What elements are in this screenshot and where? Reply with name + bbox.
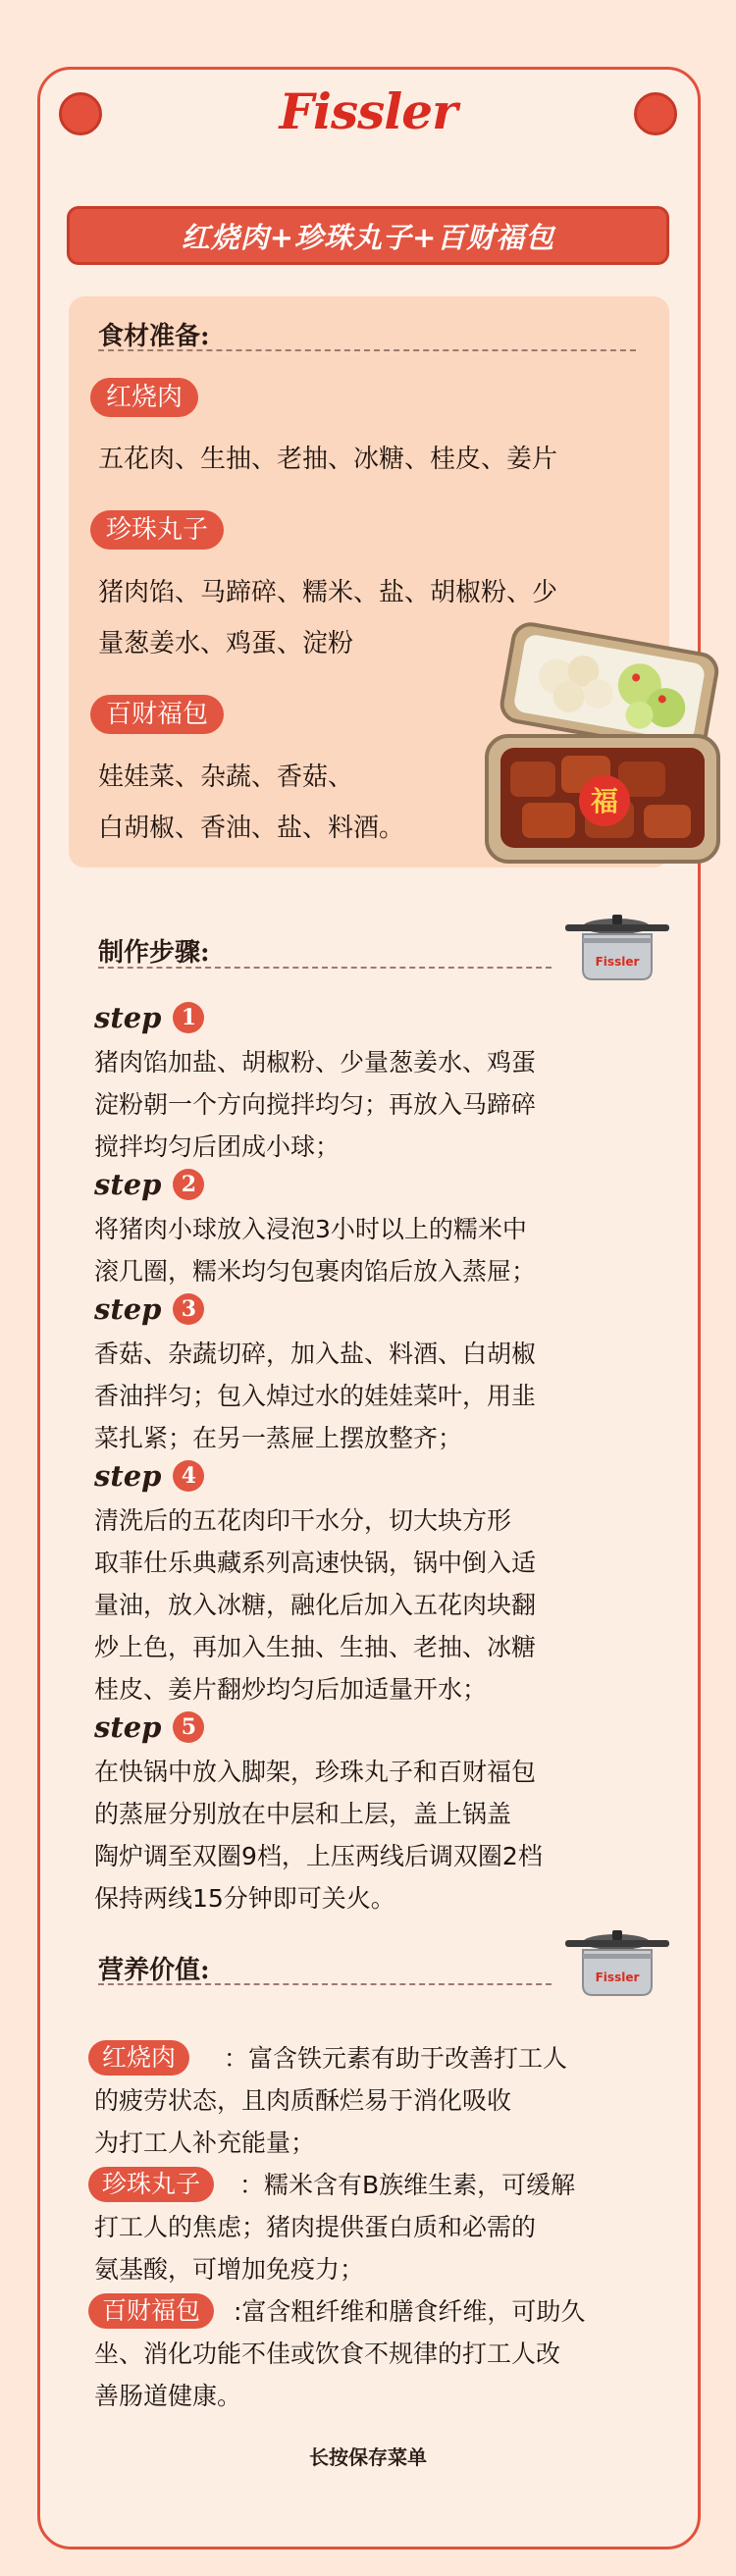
pressure-cooker-icon: [563, 1928, 671, 1999]
food-boxes-illustration: [477, 618, 734, 875]
nutrition-tag: 百财福包: [88, 2293, 214, 2329]
step-2-label: step 2: [94, 1168, 204, 1201]
ingredient-line: 猪肉馅、马蹄碎、糯米、盐、胡椒粉、少: [98, 578, 558, 607]
step-number-badge: 1: [173, 1002, 204, 1033]
nutrition-tag: 珍珠丸子: [88, 2167, 214, 2202]
step-number-badge: 3: [173, 1293, 204, 1325]
step-3-label: step 3: [94, 1292, 204, 1326]
step-1-label: step 1: [94, 1001, 204, 1034]
svg-text:Fissler: Fissler: [595, 1971, 640, 1984]
nutrition-text: :富含粗纤维和膳食纤维，可助久: [234, 2297, 586, 2326]
step-3-text: 香菇、杂蔬切碎，加入盐、料酒、白胡椒 香油拌匀；包入焯过水的娃娃菜叶，用韭 菜扎紧；在另一蒸屉上摆放整齐；: [94, 1340, 537, 1452]
nutrition-text: 的疲劳状态，且肉质酥烂易于消化吸收 为打工人补充能量；: [94, 2086, 512, 2157]
ingredient-tag: 百财福包: [90, 695, 224, 734]
steps-heading: 制作步骤:: [98, 938, 210, 968]
fu-badge: 福: [590, 785, 619, 817]
nutrition-text: 打工人的焦虑；猪肉提供蛋白质和必需的 氨基酸，可增加免疫力；: [94, 2213, 537, 2284]
nutrition-heading: 营养价值:: [98, 1956, 210, 1985]
save-menu-hint: 长按保存菜单: [309, 2445, 427, 2469]
step-number-badge: 2: [173, 1169, 204, 1200]
step-number-badge: 5: [173, 1711, 204, 1743]
svg-text:Fissler: Fissler: [595, 955, 640, 969]
step-1-text: 猪肉馅加盐、胡椒粉、少量葱姜水、鸡蛋 淀粉朝一个方向搅拌均匀；再放入马蹄碎 搅拌均匀后团成小球；: [94, 1048, 537, 1161]
nutrition-text: ：富含铁元素有助于改善打工人: [224, 2044, 568, 2073]
brand-logo: Fissler: [279, 82, 457, 140]
ingredients-heading: 食材准备:: [98, 322, 210, 351]
ingredient-line: 娃娃菜、杂蔬、香菇、: [98, 762, 354, 792]
recipe-title: 红烧肉+珍珠丸子+百财福包: [67, 206, 669, 265]
step-2-text: 将猪肉小球放入浸泡3小时以上的糯米中 滚几圈，糯米均匀包裹肉馅后放入蒸屉；: [94, 1215, 537, 1286]
ingredient-tag: 红烧肉: [90, 378, 198, 417]
step-5-label: step 5: [94, 1710, 204, 1744]
nutrition-text: 坐、消化功能不佳或饮食不规律的打工人改 善肠道健康。: [94, 2339, 561, 2410]
ingredient-tag: 珍珠丸子: [90, 510, 224, 550]
step-4-text: 清洗后的五花肉印干水分，切大块方形 取菲仕乐典藏系列高速快锅，锅中倒入适 量油，放入冰糖，融化后加入五花肉块翻 炒上色，再加入生抽、生抽、老抽、冰糖 桂皮、姜片翻炒均匀后加适量开水；: [94, 1506, 537, 1704]
ingredient-line: 量葱姜水、鸡蛋、淀粉: [98, 629, 354, 658]
divider: [98, 967, 552, 969]
ingredient-line: 五花肉、生抽、老抽、冰糖、桂皮、姜片: [98, 445, 558, 474]
divider: [98, 349, 636, 351]
step-5-text: 在快锅中放入脚架，珍珠丸子和百财福包 的蒸屉分别放在中层和上层，盖上锅盖 陶炉调至双圈9档，上压两线后调双圈2档 保持两线15分钟即可关火。: [94, 1758, 543, 1913]
ingredient-line: 白胡椒、香油、盐、料酒。: [98, 814, 405, 843]
nutrition-tag: 红烧肉: [88, 2040, 189, 2076]
nutrition-text: ：糯米含有B族维生素，可缓解: [239, 2171, 576, 2199]
step-4-label: step 4: [94, 1459, 204, 1493]
pressure-cooker-icon: [563, 913, 671, 983]
divider: [98, 1983, 552, 1985]
step-number-badge: 4: [173, 1460, 204, 1492]
